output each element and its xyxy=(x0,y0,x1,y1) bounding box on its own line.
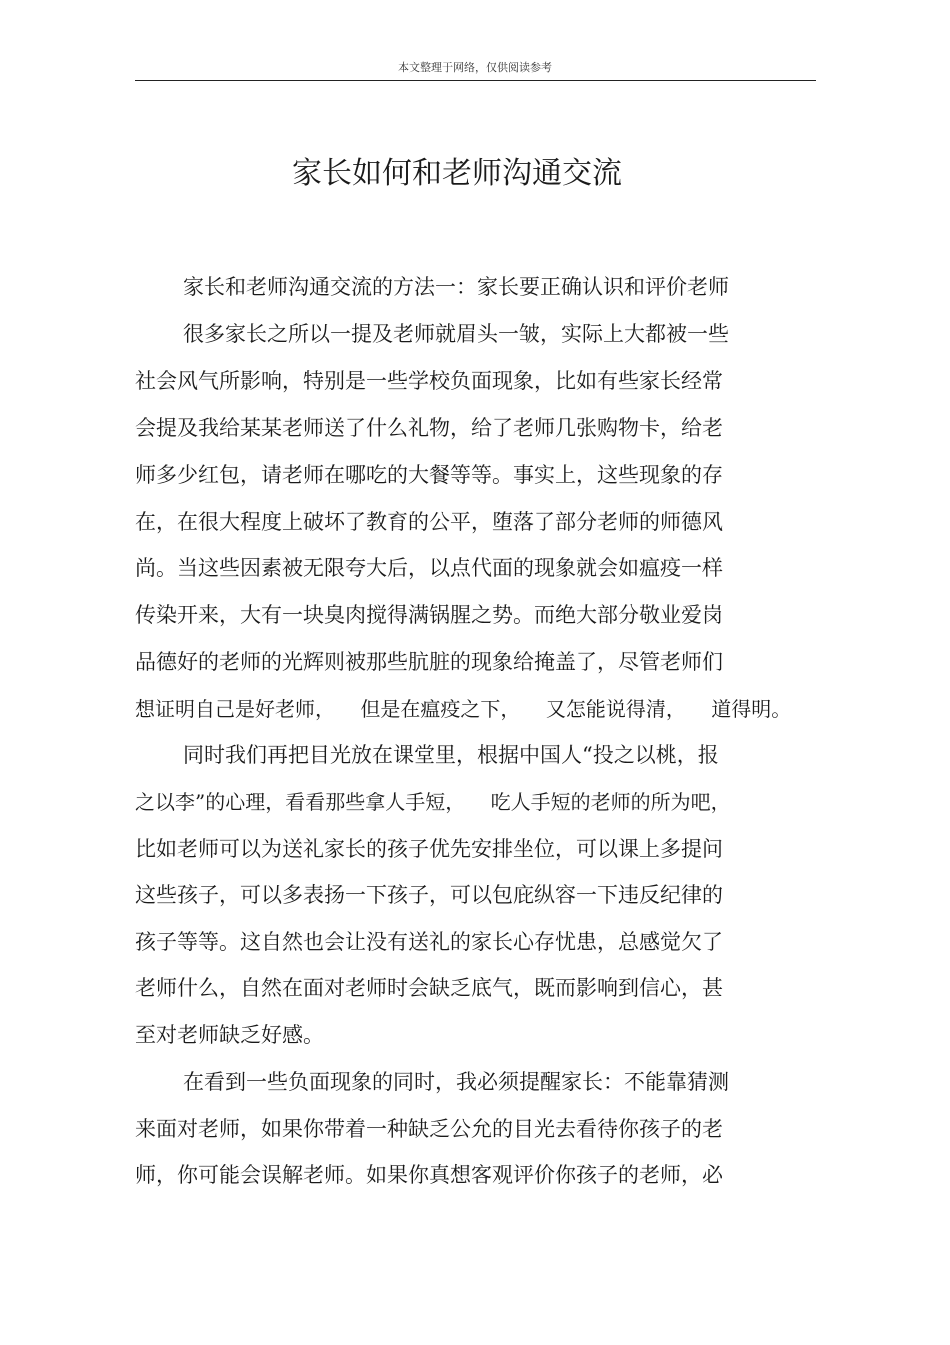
text-line: 社会风气所影响，特别是一些学校负面现象，比如有些家长经常 xyxy=(135,369,723,393)
text-line: 比如老师可以为送礼家长的孩子优先安排坐位，可以课上多提问 xyxy=(135,837,723,861)
text-line: 师多少红包，请老师在哪吃的大餐等等。事实上，这些现象的存 xyxy=(135,463,723,487)
text-line: 这些孩子，可以多表扬一下孩子，可以包庇纵容一下违反纪律的 xyxy=(135,883,723,907)
text-line: 之以李”的心理，看看那些拿人手短， 吃人手短的老师的所为吧， xyxy=(135,790,731,814)
text-line: 师，你可能会误解老师。如果你真想客观评价你孩子的老师，必 xyxy=(135,1163,723,1187)
text-line: 在，在很大程度上破坏了教育的公平，堕落了部分老师的师德风 xyxy=(135,510,723,534)
text-line: 在看到一些负面现象的同时，我必须提醒家长：不能靠猜测 xyxy=(183,1070,729,1094)
text-line: 尚。当这些因素被无限夸大后，以点代面的现象就会如瘟疫一样 xyxy=(135,556,723,580)
text-line: 同时我们再把目光放在课堂里，根据中国人“投之以桃，报 xyxy=(183,743,719,767)
text-line: 会提及我给某某老师送了什么礼物，给了老师几张购物卡，给老 xyxy=(135,416,723,440)
text-line: 品德好的老师的光辉则被那些肮脏的现象给掩盖了，尽管老师们 xyxy=(135,650,723,674)
text-line: 想证明自己是好老师， 但是在瘟疫之下， 又怎能说得清， 道得明。 xyxy=(135,697,792,721)
text-line: 老师什么，自然在面对老师时会缺乏底气，既而影响到信心，甚 xyxy=(135,976,723,1000)
text-line: 孩子等等。这自然也会让没有送礼的家长心存忧患，总感觉欠了 xyxy=(135,930,723,954)
document-title: 家长如何和老师沟通交流 xyxy=(292,156,622,191)
page-header-note: 本文整理于网络，仅供阅读参考 xyxy=(398,61,552,74)
text-line: 很多家长之所以一提及老师就眉头一皱，实际上大都被一些 xyxy=(183,322,729,346)
text-line: 至对老师缺乏好感。 xyxy=(135,1023,324,1047)
text-line: 家长和老师沟通交流的方法一：家长要正确认识和评价老师 xyxy=(183,275,729,299)
text-line: 来面对老师，如果你带着一种缺乏公允的目光去看待你孩子的老 xyxy=(135,1117,723,1141)
text-line: 传染开来，大有一块臭肉搅得满锅腥之势。而绝大部分敬业爱岗 xyxy=(135,603,723,627)
header-divider xyxy=(135,80,816,81)
